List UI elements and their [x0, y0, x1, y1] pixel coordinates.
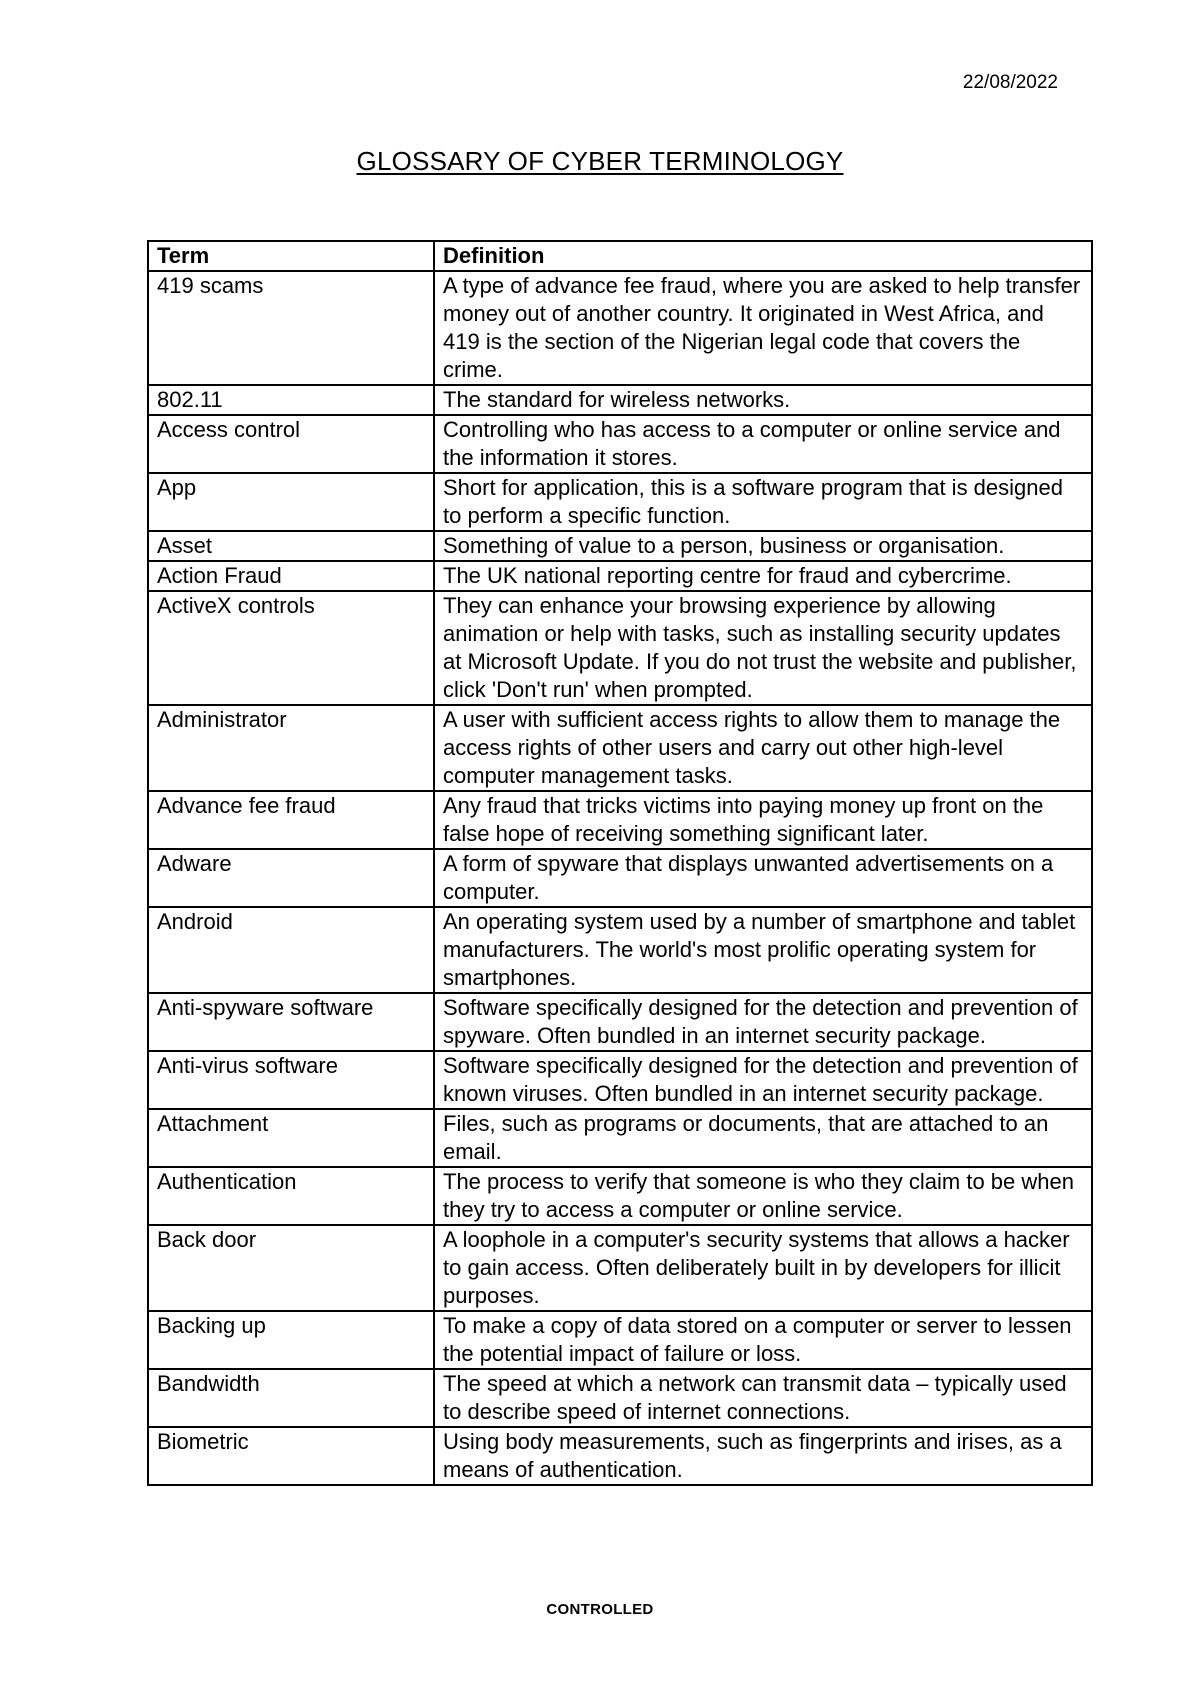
definition-cell: Software specifically designed for the detection and prevention of spyware. Often bundled in an internet security package. — [434, 993, 1092, 1051]
definition-cell: Using body measurements, such as fingerprints and irises, as a means of authentication. — [434, 1427, 1092, 1485]
table-row — [148, 1311, 1092, 1369]
table-row — [148, 907, 1092, 993]
definition-cell: The standard for wireless networks. — [434, 385, 1092, 415]
term-cell: Asset — [148, 531, 434, 561]
table-row — [148, 271, 1092, 385]
term-cell: 802.11 — [148, 385, 434, 415]
definition-cell: Controlling who has access to a computer or online service and the information it stores. — [434, 415, 1092, 473]
term-cell: ActiveX controls — [148, 591, 434, 705]
definition-cell: Files, such as programs or documents, that are attached to an email. — [434, 1109, 1092, 1167]
document-title: GLOSSARY OF CYBER TERMINOLOGY — [356, 146, 844, 176]
definition-cell: A form of spyware that displays unwanted advertisements on a computer. — [434, 849, 1092, 907]
definition-cell: A loophole in a computer's security systems that allows a hacker to gain access. Often deliberately built in by developers for illicit purposes. — [434, 1225, 1092, 1311]
term-cell: Backing up — [148, 1311, 434, 1369]
term-cell: Action Fraud — [148, 561, 434, 591]
definition-cell: A type of advance fee fraud, where you are asked to help transfer money out of another country. It originated in West Africa, and 419 is the section of the Nigerian legal code that covers the crime. — [434, 271, 1092, 385]
table-row — [148, 705, 1092, 791]
definition-cell: Software specifically designed for the detection and prevention of known viruses. Often bundled in an internet security package. — [434, 1051, 1092, 1109]
definition-cell: The process to verify that someone is who they claim to be when they try to access a computer or online service. — [434, 1167, 1092, 1225]
column-header-term: Term — [148, 241, 434, 271]
term-cell: Back door — [148, 1225, 434, 1311]
term-cell: Access control — [148, 415, 434, 473]
table-row — [148, 531, 1092, 561]
glossary-table — [147, 240, 1093, 1486]
definition-cell: The UK national reporting centre for fraud and cybercrime. — [434, 561, 1092, 591]
table-row — [148, 591, 1092, 705]
term-cell: Administrator — [148, 705, 434, 791]
term-cell: Anti-virus software — [148, 1051, 434, 1109]
table-row — [148, 561, 1092, 591]
classification-footer: CONTROLLED — [546, 1601, 654, 1618]
table-row — [148, 1051, 1092, 1109]
table-row — [148, 791, 1092, 849]
definition-cell: Something of value to a person, business or organisation. — [434, 531, 1092, 561]
document-date: 22/08/2022 — [962, 72, 1058, 93]
table-row — [148, 993, 1092, 1051]
term-cell: Adware — [148, 849, 434, 907]
term-cell: Biometric — [148, 1427, 434, 1485]
table-header-row — [148, 241, 1092, 271]
term-cell: Authentication — [148, 1167, 434, 1225]
table-row — [148, 1427, 1092, 1485]
term-cell: Bandwidth — [148, 1369, 434, 1427]
definition-cell: Short for application, this is a software program that is designed to perform a specific function. — [434, 473, 1092, 531]
term-cell: 419 scams — [148, 271, 434, 385]
table-row — [148, 1167, 1092, 1225]
table-row — [148, 1225, 1092, 1311]
table-row — [148, 385, 1092, 415]
table-row — [148, 849, 1092, 907]
term-cell: Android — [148, 907, 434, 993]
glossary-table-body — [148, 271, 1092, 1485]
definition-cell: A user with sufficient access rights to allow them to manage the access rights of other users and carry out other high-level computer management tasks. — [434, 705, 1092, 791]
column-header-definition: Definition — [434, 241, 1092, 271]
definition-cell: Any fraud that tricks victims into paying money up front on the false hope of receiving something significant later. — [434, 791, 1092, 849]
definition-cell: An operating system used by a number of smartphone and tablet manufacturers. The world's most prolific operating system for smartphones. — [434, 907, 1092, 993]
term-cell: App — [148, 473, 434, 531]
term-cell: Attachment — [148, 1109, 434, 1167]
table-row — [148, 1109, 1092, 1167]
term-cell: Anti-spyware software — [148, 993, 434, 1051]
table-row — [148, 473, 1092, 531]
term-cell: Advance fee fraud — [148, 791, 434, 849]
definition-cell: They can enhance your browsing experience by allowing animation or help with tasks, such as installing security updates at Microsoft Update. If you do not trust the website and publisher, click 'Don't run' when prompted. — [434, 591, 1092, 705]
table-row — [148, 1369, 1092, 1427]
definition-cell: The speed at which a network can transmit data – typically used to describe speed of internet connections. — [434, 1369, 1092, 1427]
definition-cell: To make a copy of data stored on a computer or server to lessen the potential impact of failure or loss. — [434, 1311, 1092, 1369]
table-row — [148, 415, 1092, 473]
